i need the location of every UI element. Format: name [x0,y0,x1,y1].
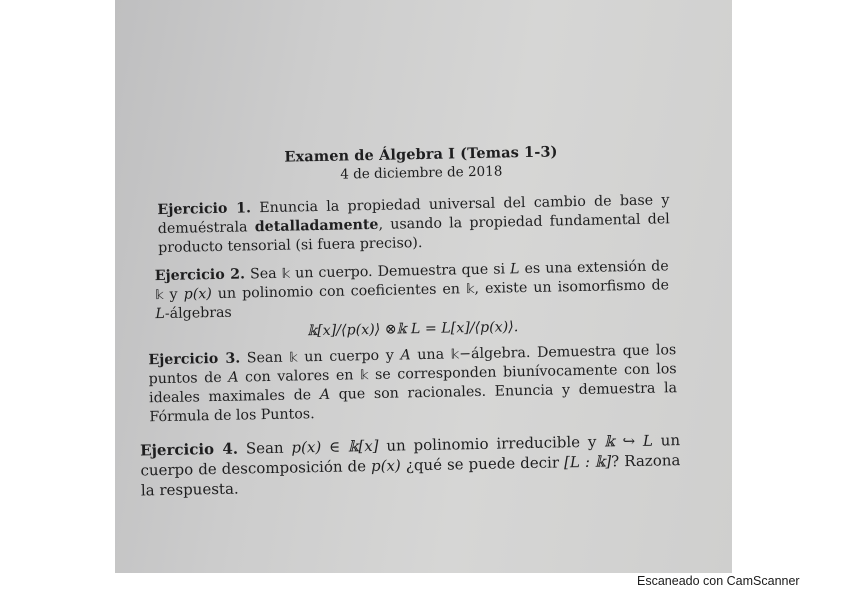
field-symbol: 𝕜 [450,347,460,363]
exercise-text: Enuncia la propiedad universal del cambio de base y demuéstrala [157,192,670,238]
exercise-text: es una extensión de [519,258,669,278]
math-var: A [400,347,411,364]
field-symbol: 𝕜 [465,282,475,298]
scanner-watermark: Escaneado con CamScanner [637,574,800,588]
exercise-text: un cuerpo. Demuestra que si [289,261,511,282]
exercise-text: , usando la propiedad fundamental del producto tensorial (si fuera preciso). [158,211,670,257]
exam-date: 4 de diciembre de 2018 [340,163,503,183]
exercise-2 [155,257,670,344]
exercise-text: ¿qué se puede decir [400,453,565,475]
math-degree: [L : 𝕜] [563,452,612,472]
exercise-3 [148,341,677,427]
exercise-text: Sean [237,438,292,458]
exercise-text: se corresponden biunívocamente con los ideales maximales de [148,361,677,407]
exam-sheet [115,0,732,573]
exercise-4 [140,430,681,500]
math-var: L [509,261,520,278]
exercise-text: un cuerpo y [297,347,401,366]
exercise-text: ? Razona la respuesta. [140,451,681,500]
math-membership: p(x) ∈ 𝕜[x] [291,436,379,457]
math-var: A [228,369,239,386]
exercise-text: y [163,286,184,303]
exercise-text: −álgebra. Demuestra que los puntos de [148,342,677,388]
field-symbol: 𝕜 [154,287,164,304]
math-poly: p(x) [183,286,212,303]
exam-title: Examen de Álgebra I (Temas 1-3) [284,143,558,166]
math-embedding: 𝕜 ↪ L [604,431,654,451]
exercise-text: con valores en [238,367,361,386]
display-formula: 𝕜[x]/⟨p(x)⟩ ⊗𝕜 L = L[x]/⟨p(x)⟩. [307,319,519,340]
field-symbol: 𝕜 [289,350,298,366]
scanned-page [115,0,732,573]
exercise-1 [157,191,670,258]
exercise-heading: Ejercicio 4. [139,439,239,460]
exercise-text: Sean [240,349,290,367]
exercise-text: un polinomio con coeficientes en [211,281,467,303]
exercise-text: un polinomio irreducible y [378,432,605,455]
exercise-heading: Ejercicio 2. [154,266,246,285]
exercise-text: que son racionales. Enuncia y demuestra la Fórmula de los Puntos. [149,380,678,426]
exercise-text: , existe un isomorfismo de [474,277,670,298]
exercise-heading: Ejercicio 1. [157,200,252,219]
exercise-text: -álgebras [164,304,232,322]
exercise-text: un cuerpo de descomposición de [140,431,681,480]
exercise-emphasis: detalladamente [254,216,379,236]
field-symbol: 𝕜 [281,266,291,282]
exercise-text: Sea [244,265,282,283]
math-var: A [319,386,331,404]
exercise-heading: Ejercicio 3. [148,350,241,369]
math-var: L [155,305,166,323]
exercise-text: una [410,346,451,364]
math-poly: p(x) [370,456,401,476]
field-symbol: 𝕜 [359,368,369,384]
